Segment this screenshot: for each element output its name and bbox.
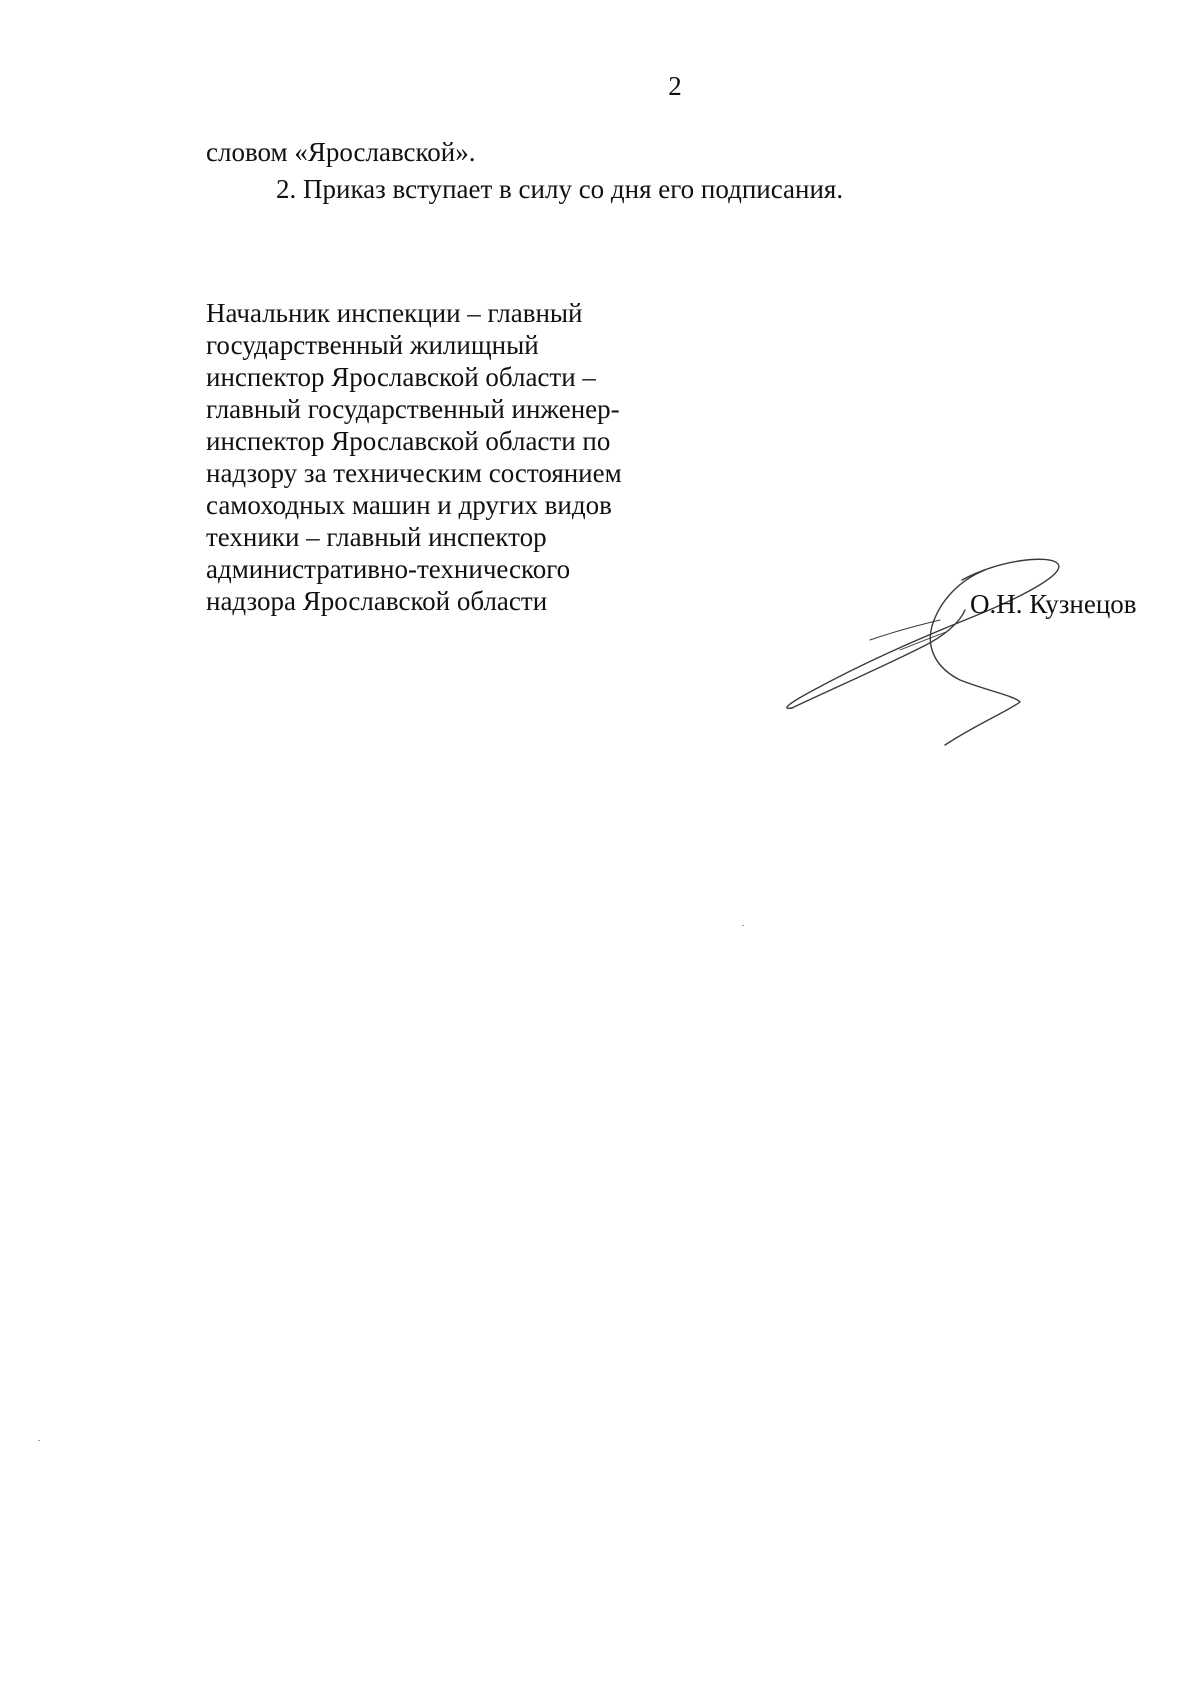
document-body	[206, 134, 1126, 208]
position-line: административно-технического	[206, 554, 571, 584]
position-line: Начальник инспекции – главный	[206, 298, 583, 328]
scan-speck	[38, 1440, 40, 1441]
body-line-1: словом «Ярославской».	[206, 137, 476, 167]
position-line: инспектор Ярославской области по	[206, 426, 611, 456]
signatory-name: О.Н. Кузнецов	[970, 589, 1137, 619]
position-line: самоходных машин и других видов	[206, 490, 612, 520]
handwritten-signature	[770, 540, 1070, 760]
position-line: государственный жилищный	[206, 330, 539, 360]
position-line: техники – главный инспектор	[206, 522, 547, 552]
position-line: надзору за техническим состоянием	[206, 458, 622, 488]
page-number: 2	[668, 71, 682, 101]
position-line: главный государственный инженер-	[206, 394, 620, 424]
position-line: надзора Ярославской области	[206, 586, 548, 616]
signatory-position	[206, 297, 666, 617]
scan-speck	[742, 925, 744, 926]
body-line-2: 2. Приказ вступает в силу со дня его подписания.	[276, 174, 844, 204]
position-line: инспектор Ярославской области –	[206, 362, 596, 392]
